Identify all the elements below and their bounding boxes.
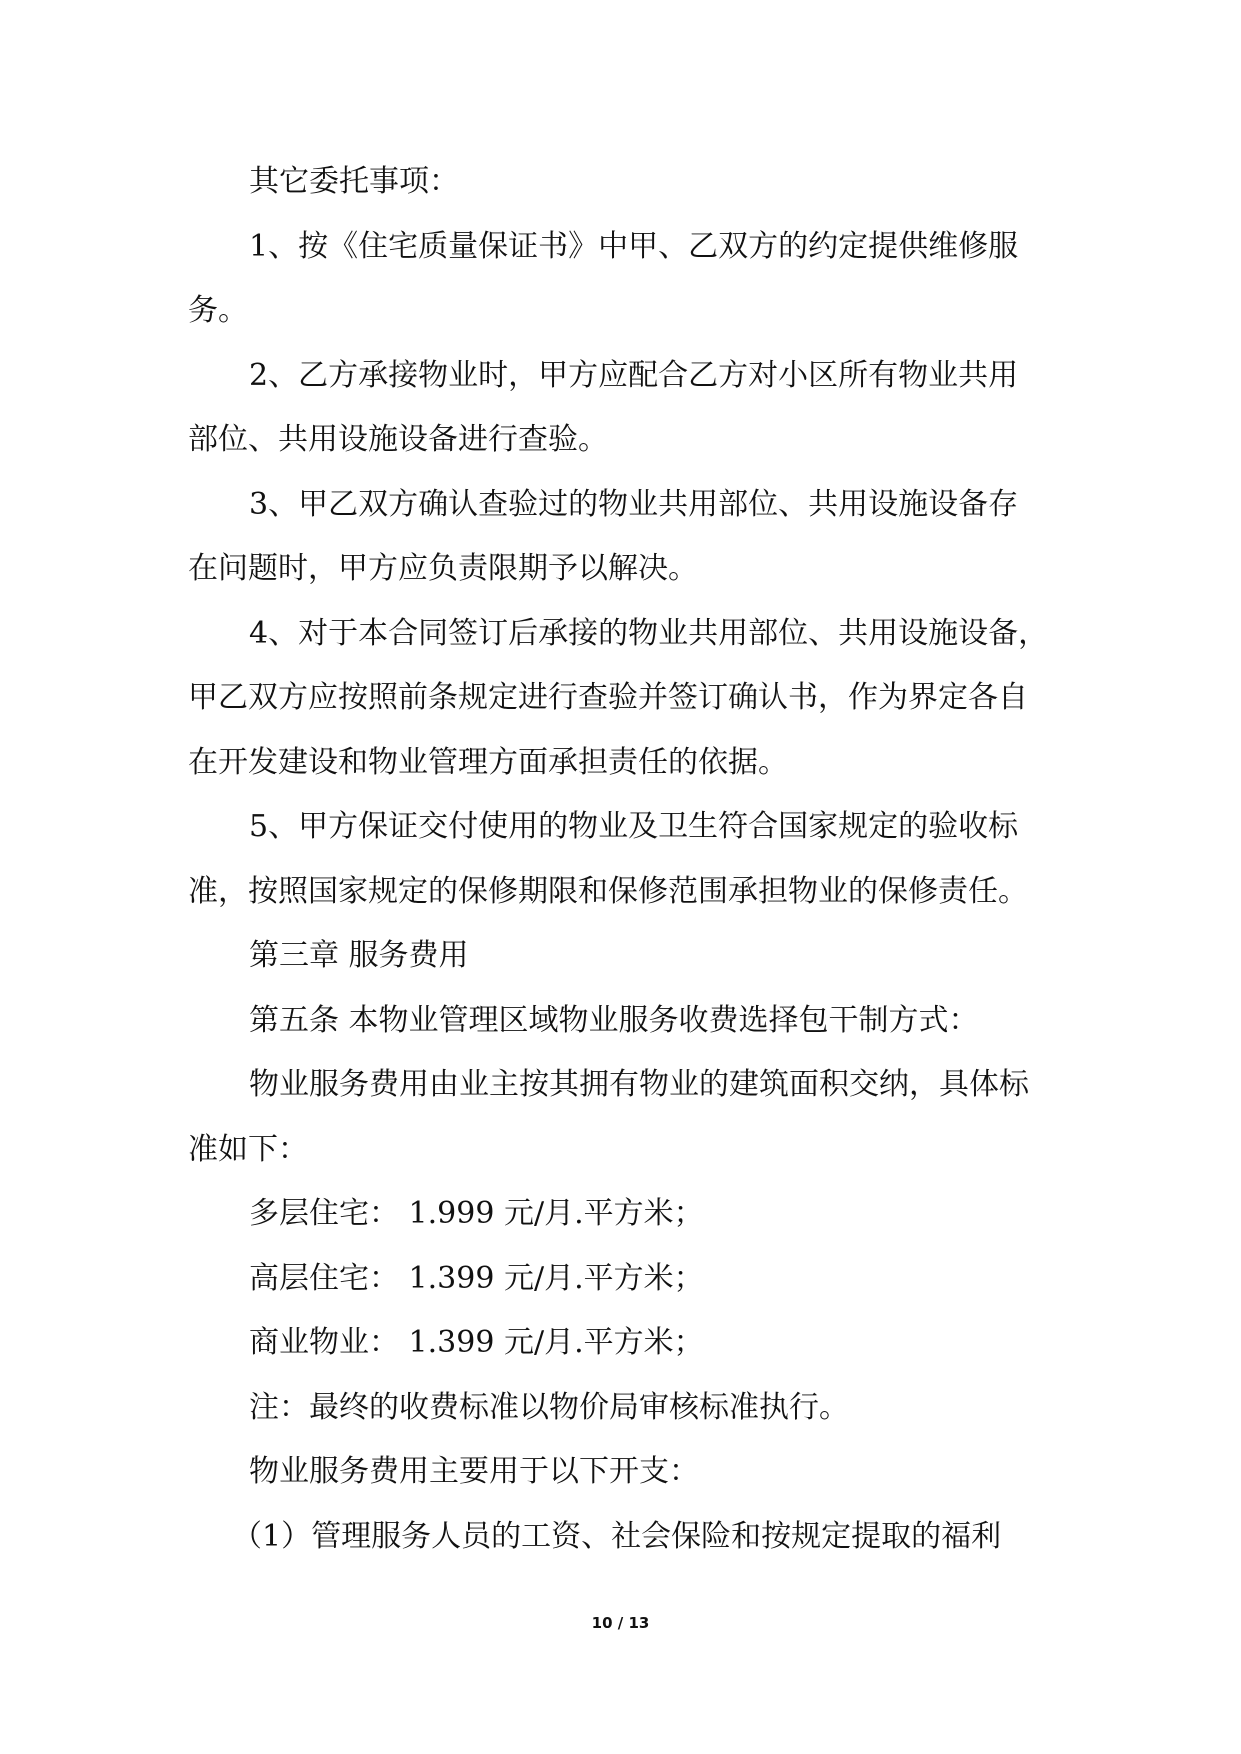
paragraph-line: 在开发建设和物业管理方面承担责任的依据。: [188, 744, 788, 780]
page-number: 10 / 13: [591, 1614, 650, 1632]
paragraph-line: 务。: [188, 293, 248, 328]
article-heading: 第五条 本物业管理区域物业服务收费选择包干制方式：: [249, 1002, 979, 1038]
paragraph-line: 物业服务费用主要用于以下开支：: [249, 1454, 699, 1489]
paragraph-line: 3、甲乙双方确认查验过的物业共用部位、共用设施设备存: [249, 486, 1019, 522]
list-item: （1）管理服务人员的工资、社会保险和按规定提取的福利: [232, 1518, 1002, 1554]
paragraph-line: 1、按《住宅质量保证书》中甲、乙双方的约定提供维修服: [249, 228, 1019, 264]
paragraph-line: 物业服务费用由业主按其拥有物业的建筑面积交纳，具体标: [249, 1067, 1029, 1102]
chapter-heading: 第三章 服务费用: [249, 938, 469, 973]
paragraph-line: 2、乙方承接物业时，甲方应配合乙方对小区所有物业共用: [249, 357, 1019, 393]
paragraph-line: 4、对于本合同签订后承接的物业共用部位、共用设施设备，: [249, 615, 1049, 651]
fee-item: 多层住宅： 1.999 元/月.平方米；: [249, 1196, 704, 1231]
paragraph-line: 部位、共用设施设备进行查验。: [188, 422, 608, 457]
document-body: [188, 150, 1068, 1569]
paragraph-line: 在问题时，甲方应负责限期予以解决。: [188, 551, 698, 586]
paragraph-line: 5、甲方保证交付使用的物业及卫生符合国家规定的验收标: [249, 809, 1019, 844]
paragraph-line: 其它委托事项：: [249, 164, 459, 199]
paragraph-line: 准如下：: [188, 1131, 308, 1167]
note-line: 注：最终的收费标准以物价局审核标准执行。: [249, 1389, 849, 1425]
paragraph-line: 准，按照国家规定的保修期限和保修范围承担物业的保修责任。: [188, 873, 1028, 909]
paragraph-line: 甲乙双方应按照前条规定进行查验并签订确认书，作为界定各自: [188, 680, 1028, 715]
fee-item: 高层住宅： 1.399 元/月.平方米；: [249, 1260, 704, 1296]
fee-item: 商业物业： 1.399 元/月.平方米；: [249, 1325, 704, 1360]
